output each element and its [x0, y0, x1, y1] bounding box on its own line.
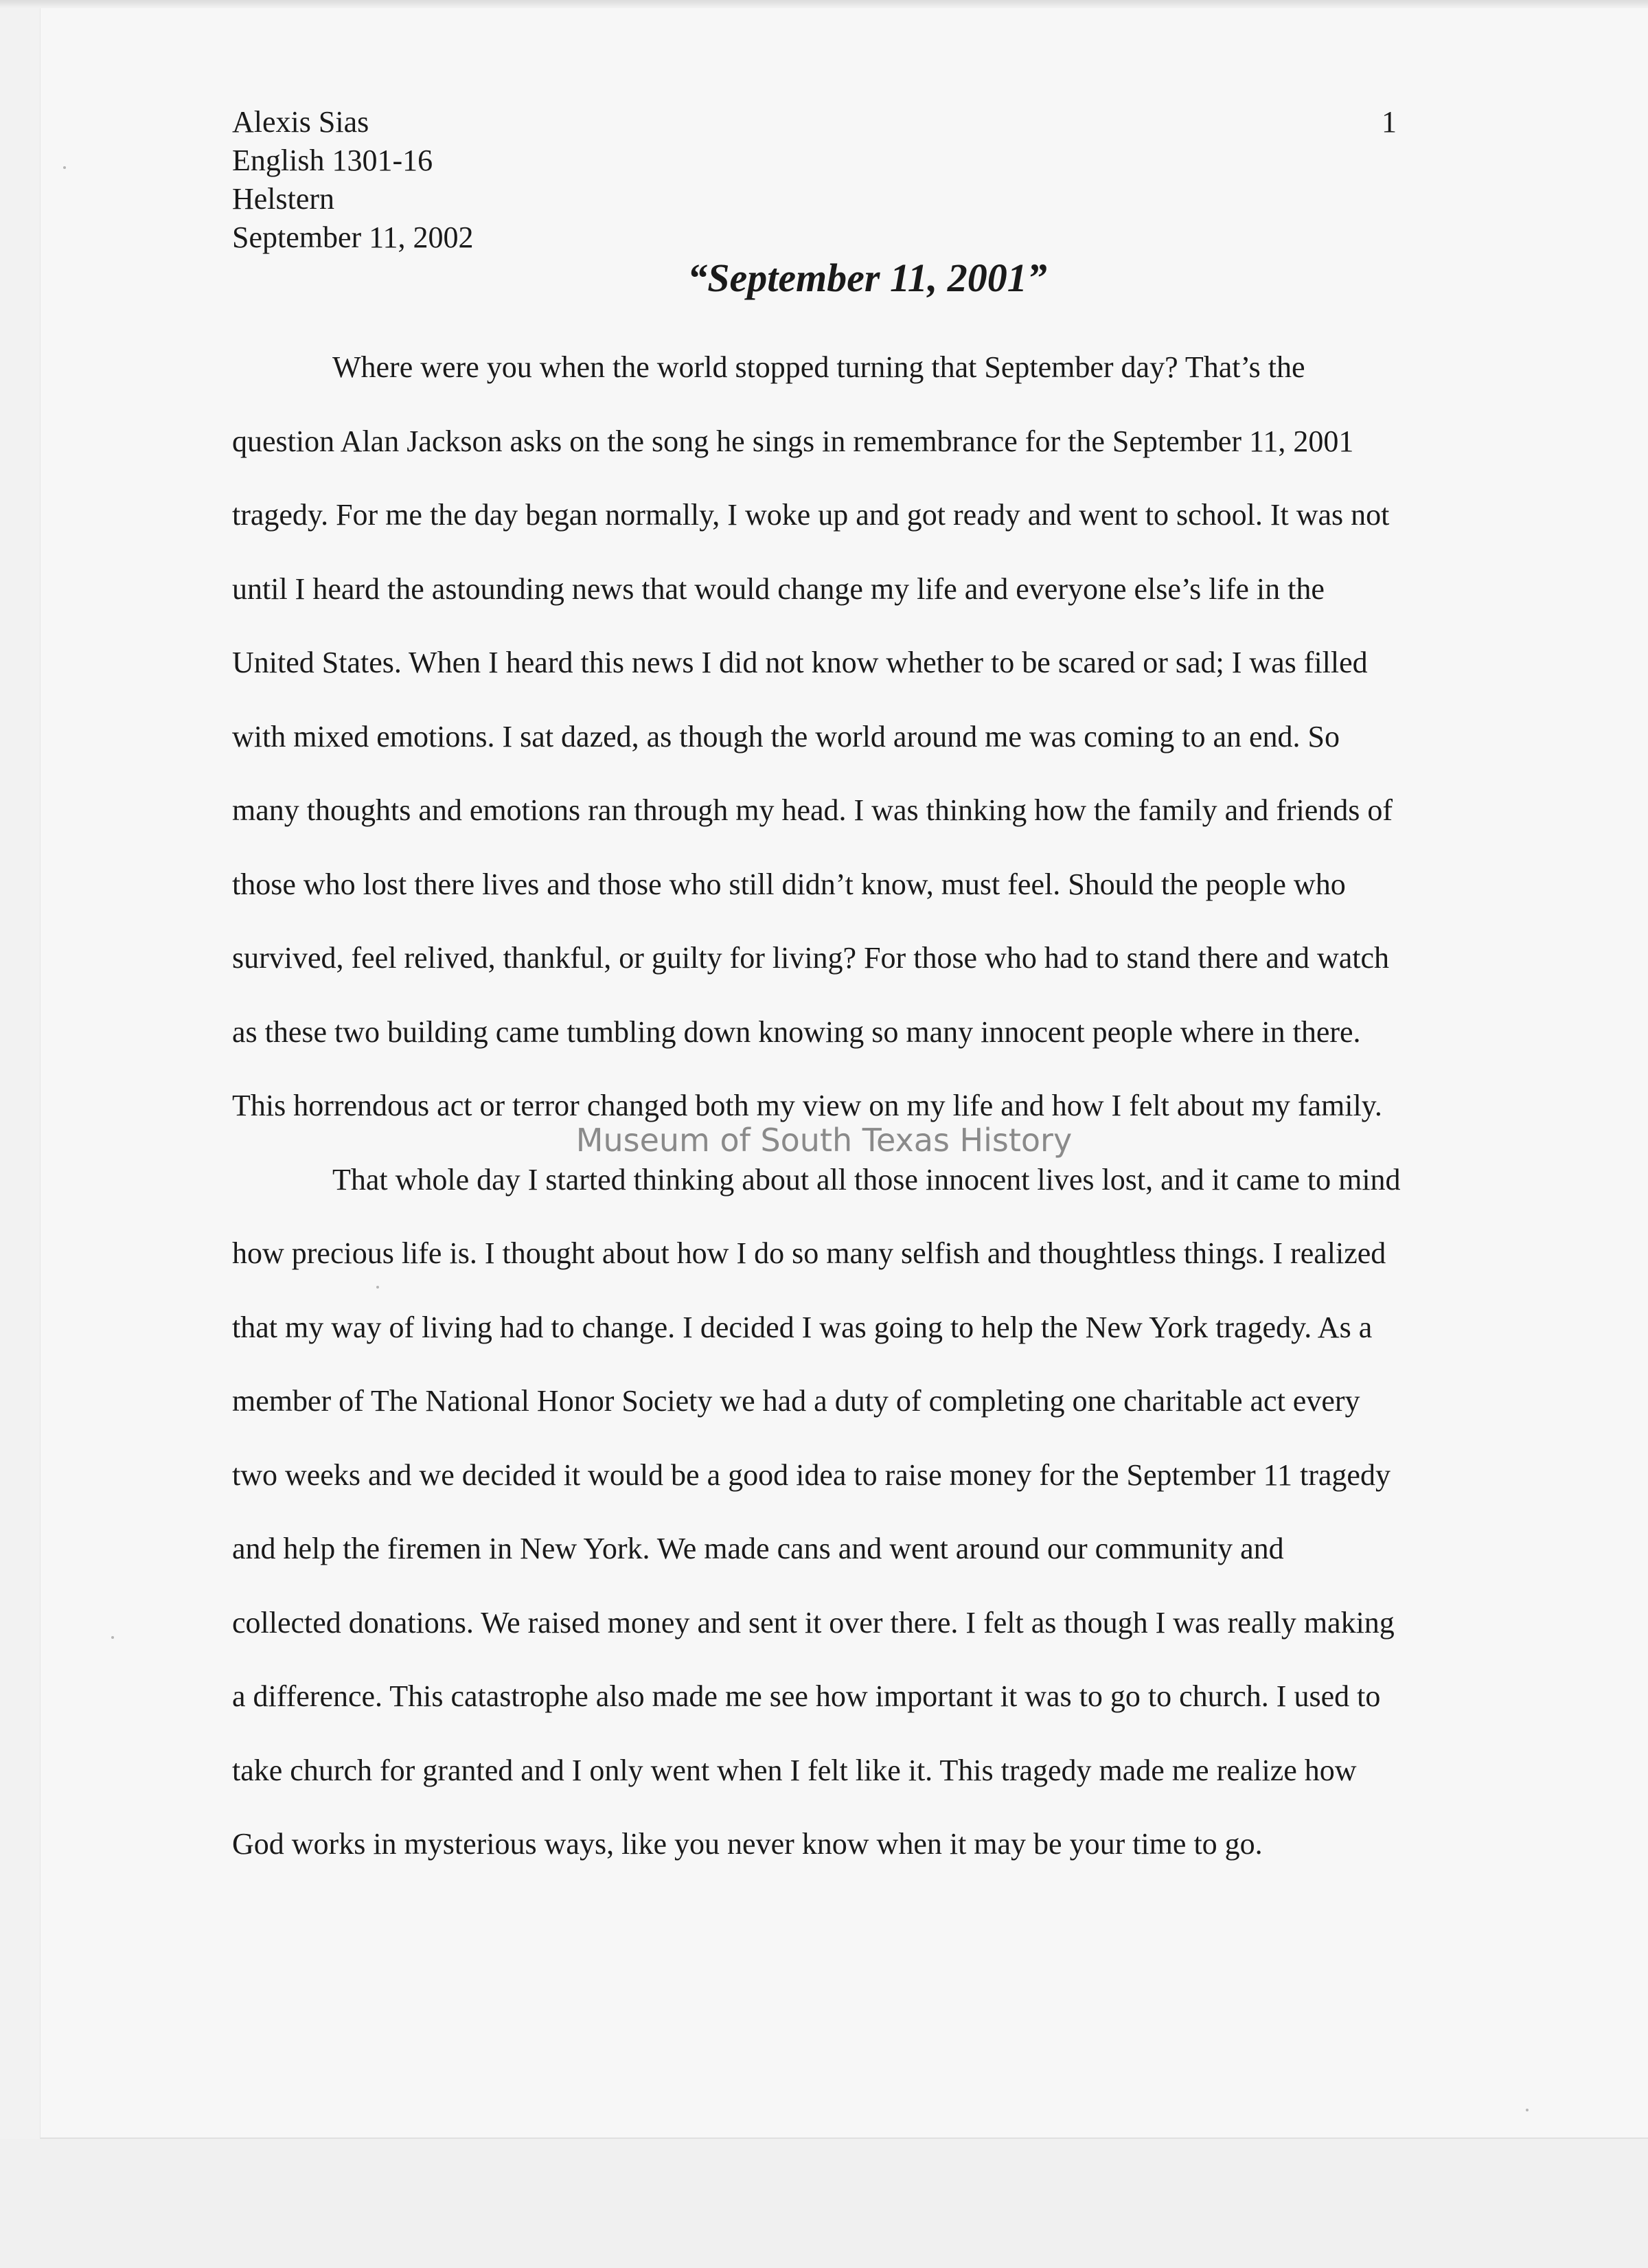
page-number: 1 — [1382, 105, 1397, 139]
body-line: United States. When I heard this news I did not know whether to be scared or sad; I was filled — [232, 646, 1368, 679]
student-name: Alexis Sias — [232, 105, 369, 139]
body-line: a difference. This catastrophe also made me see how important it was to go to church. I used to — [232, 1679, 1381, 1713]
scan-speck — [111, 1636, 114, 1639]
scan-speck — [63, 166, 66, 169]
scan-speck — [1526, 2109, 1529, 2111]
body-line: tragedy. For me the day began normally, I woke up and got ready and went to school. It was not — [232, 498, 1390, 532]
body-line: two weeks and we decided it would be a good idea to raise money for the September 11 tragedy — [232, 1458, 1390, 1492]
body-line: that my way of living had to change. I decided I was going to help the New York tragedy. As a — [232, 1310, 1373, 1344]
body-line: collected donations. We raised money and sent it over there. I felt as though I was really making — [232, 1605, 1395, 1640]
scan-edge — [0, 0, 1648, 8]
body-line: as these two building came tumbling down knowing so many innocent people where in there. — [232, 1014, 1361, 1049]
scanner-bed — [0, 2139, 1648, 2268]
body-line: Where were you when the world stopped turning that September day? That’s the — [332, 350, 1305, 384]
body-line: take church for granted and I only went when I felt like it. This tragedy made me realize how — [232, 1753, 1357, 1787]
body-line: God works in mysterious ways, like you never know when it may be your time to go. — [232, 1827, 1263, 1861]
body-line: many thoughts and emotions ran through my head. I was thinking how the family and friends of — [232, 793, 1393, 827]
body-line: survived, feel relived, thankful, or guilty for living? For those who had to stand there and watch — [232, 941, 1390, 975]
course-name: English 1301-16 — [232, 144, 433, 177]
body-line: and help the firemen in New York. We made cans and went around our community and — [232, 1532, 1284, 1565]
body-line: until I heard the astounding news that would change my life and everyone else’s life in the — [232, 571, 1325, 606]
body-line: question Alan Jackson asks on the song he sings in remembrance for the September 11, 2001 — [232, 424, 1354, 458]
student-header — [232, 103, 474, 257]
body-line: That whole day I started thinking about all those innocent lives lost, and it came to mind — [332, 1162, 1401, 1197]
submission-date: September 11, 2002 — [232, 220, 474, 254]
museum-watermark: Museum of South Texas History — [575, 1122, 1073, 1159]
body-line: how precious life is. I thought about how I do so many selfish and thoughtless things. I realized — [232, 1236, 1386, 1270]
instructor-name: Helstern — [232, 182, 335, 216]
body-line: This horrendous act or terror changed both my view on my life and how I felt about my family. — [232, 1089, 1382, 1122]
body-line: with mixed emotions. I sat dazed, as though the world around me was coming to an end. So — [232, 719, 1340, 753]
body-line: those who lost there lives and those who still didn’t know, must feel. Should the people who — [232, 867, 1346, 901]
essay-title: “September 11, 2001” — [687, 256, 1047, 300]
body-line: member of The National Honor Society we had a duty of completing one charitable act every — [232, 1384, 1360, 1418]
